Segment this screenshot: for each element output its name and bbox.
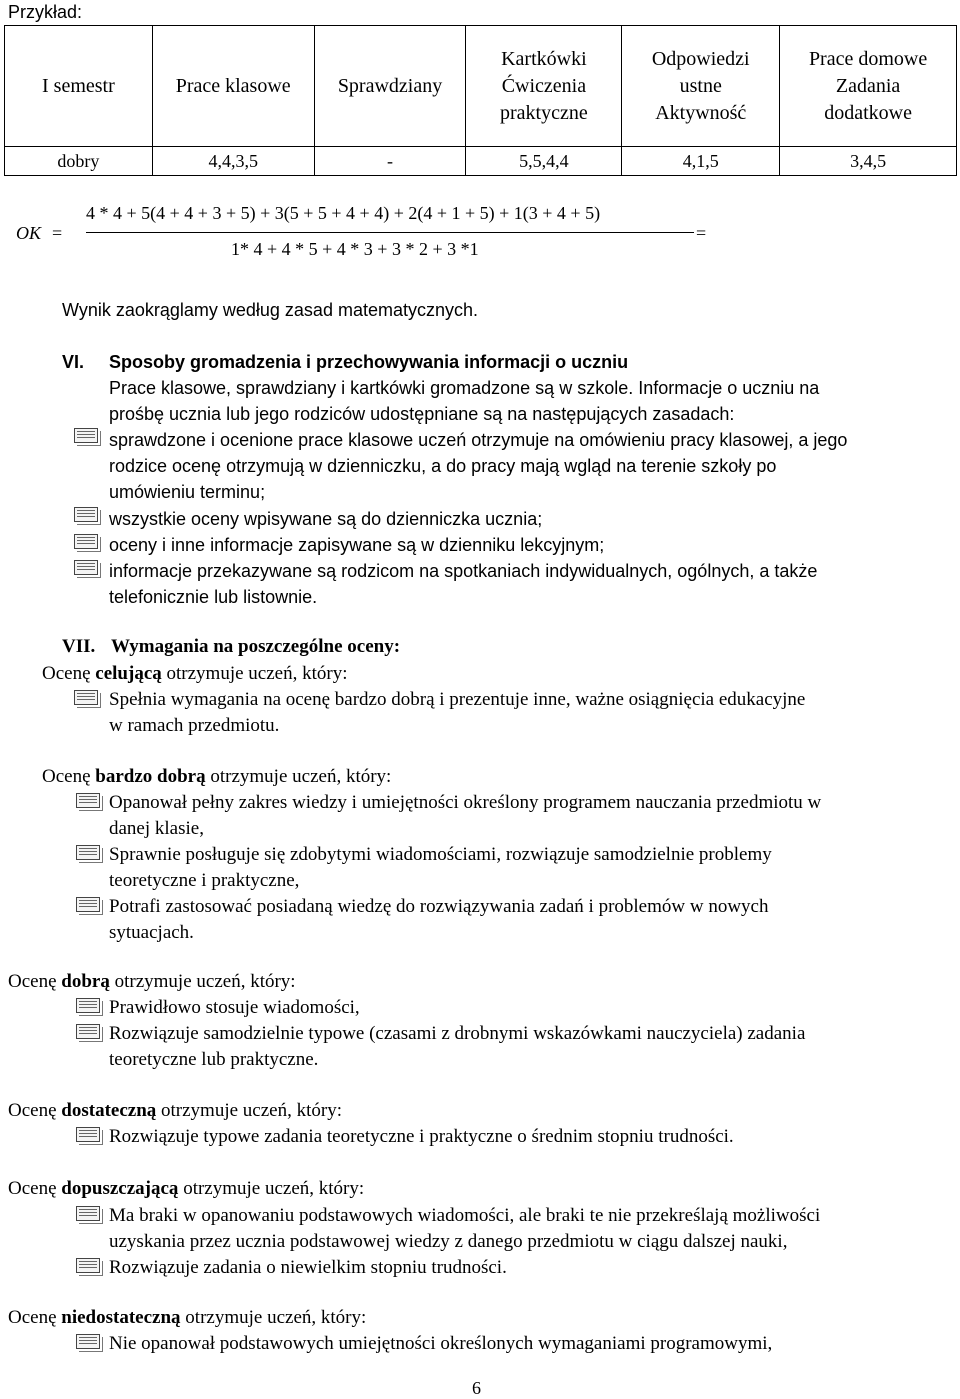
list-item: Ma braki w opanowaniu podstawowych wiadomości, ale braki te nie przekreślają możliwości uzyskania przez ucznia podstawowej wiedzy z danego przedmiotu w ciągu dalszej nauki, [109, 1205, 821, 1252]
list-bullet-icon [76, 793, 100, 808]
section-6-number: VI. [62, 352, 85, 372]
section-7-number: VII. [62, 636, 96, 657]
list-item: Opanował pełny zakres wiedzy i umiejętności określony programem nauczania przedmiotu w danej klasie, [109, 792, 822, 839]
formula-lhs: OK [16, 223, 42, 243]
grade-heading-celujaca: Ocenę celującą otrzymuje uczeń, który: [42, 663, 348, 684]
list-item: Spełnia wymagania na ocenę bardzo dobrą i prezentuje inne, ważne osiągnięcia edukacyjne w ramach przedmiotu. [109, 689, 806, 736]
list-bullet-icon [76, 1258, 100, 1273]
table-cell: - [314, 147, 466, 176]
list-item: Rozwiązuje samodzielnie typowe (czasami z drobnymi wskazówkami nauczyciela) zadania teoretyczne lub praktyczne. [109, 1023, 806, 1070]
table-cell: 5,5,4,4 [466, 147, 622, 176]
grade-heading-niedostateczna: Ocenę niedostateczną otrzymuje uczeń, który: [8, 1307, 367, 1328]
formula-numerator: 4 * 4 + 5(4 + 4 + 3 + 5) + 3(5 + 5 + 4 + 4) + 2(4 + 1 + 5) + 1(3 + 4 + 5) [86, 203, 601, 223]
table-cell: 3,4,5 [780, 147, 957, 176]
formula-equals-trailing: = [696, 223, 707, 243]
formula-equals: = [52, 223, 63, 243]
table-cell: dobry [5, 147, 153, 176]
header-short-tests: Kartkówki Ćwiczenia praktyczne [466, 26, 622, 147]
example-label: Przykład: [8, 2, 83, 22]
rounding-note: Wynik zaokrąglamy według zasad matematycznych. [62, 300, 479, 320]
grade-heading-dopuszczajaca: Ocenę dopuszczającą otrzymuje uczeń, który: [8, 1178, 365, 1199]
list-bullet-icon [76, 1334, 100, 1349]
header-class-tests: Prace klasowe [152, 26, 314, 147]
grade-heading-dobra: Ocenę dobrą otrzymuje uczeń, który: [8, 971, 296, 992]
header-oral-answers: Odpowiedzi ustne Aktywność [622, 26, 780, 147]
table-row [5, 147, 957, 176]
header-quizzes: Sprawdziany [314, 26, 466, 147]
header-semester: I semestr [5, 26, 153, 147]
average-formula [16, 203, 716, 273]
formula-denominator: 1* 4 + 4 * 5 + 4 * 3 + 3 * 2 + 3 *1 [231, 239, 479, 259]
list-bullet-icon [76, 1127, 100, 1142]
list-bullet-icon [76, 1024, 100, 1039]
list-item: Potrafi zastosować posiadaną wiedzę do rozwiązywania zadań i problemów w nowych sytuacjach. [109, 896, 769, 943]
list-bullet-icon [74, 507, 98, 522]
grade-heading-bardzo-dobra: Ocenę bardzo dobrą otrzymuje uczeń, który: [42, 766, 392, 787]
list-bullet-icon [74, 534, 98, 549]
fraction-line [86, 232, 694, 233]
list-item: Nie opanował podstawowych umiejętności określonych wymaganiami programowymi, [109, 1333, 773, 1354]
header-homework: Prace domowe Zadania dodatkowe [780, 26, 957, 147]
list-item: informacje przekazywane są rodzicom na spotkaniach indywidualnych, ogólnych, a także telefonicznie lub listownie. [109, 561, 818, 607]
section-7-title: Wymagania na poszczególne oceny: [111, 636, 401, 657]
list-item: Prawidłowo stosuje wiadomości, [109, 997, 360, 1018]
list-item: Rozwiązuje typowe zadania teoretyczne i praktyczne o średnim stopniu trudności. [109, 1126, 734, 1147]
list-bullet-icon [74, 690, 98, 705]
section-6-title: Sposoby gromadzenia i przechowywania informacji o uczniu [109, 352, 629, 372]
list-bullet-icon [76, 897, 100, 912]
grades-table [4, 25, 957, 176]
list-item: Rozwiązuje zadania o niewielkim stopniu trudności. [109, 1257, 507, 1278]
table-header-row [5, 26, 957, 147]
list-bullet-icon [74, 560, 98, 575]
table-cell: 4,1,5 [622, 147, 780, 176]
list-bullet-icon [76, 845, 100, 860]
list-item: wszystkie oceny wpisywane są do dzienniczka ucznia; [109, 509, 543, 529]
list-bullet-icon [76, 998, 100, 1013]
section-6-intro: Prace klasowe, sprawdziany i kartkówki gromadzone są w szkole. Informacje o uczniu na prośbę ucznia lub jego rodziców udostępniane są na następujących zasadach: [109, 378, 820, 424]
page-number: 6 [472, 1378, 481, 1398]
grade-heading-dostateczna: Ocenę dostateczną otrzymuje uczeń, który: [8, 1100, 342, 1121]
list-item: sprawdzone i ocenione prace klasowe uczeń otrzymuje na omówieniu pracy klasowej, a jego rodzice ocenę otrzymują w dzienniczku, a do pracy mają wgląd na terenie szkoły po umówieniu terminu; [109, 430, 848, 502]
list-bullet-icon [74, 428, 98, 443]
list-item: Sprawnie posługuje się zdobytymi wiadomościami, rozwiązuje samodzielnie problemy teoretyczne i praktyczne, [109, 844, 772, 891]
list-bullet-icon [76, 1206, 100, 1221]
list-item: oceny i inne informacje zapisywane są w dzienniku lekcyjnym; [109, 535, 605, 555]
table-cell: 4,4,3,5 [152, 147, 314, 176]
